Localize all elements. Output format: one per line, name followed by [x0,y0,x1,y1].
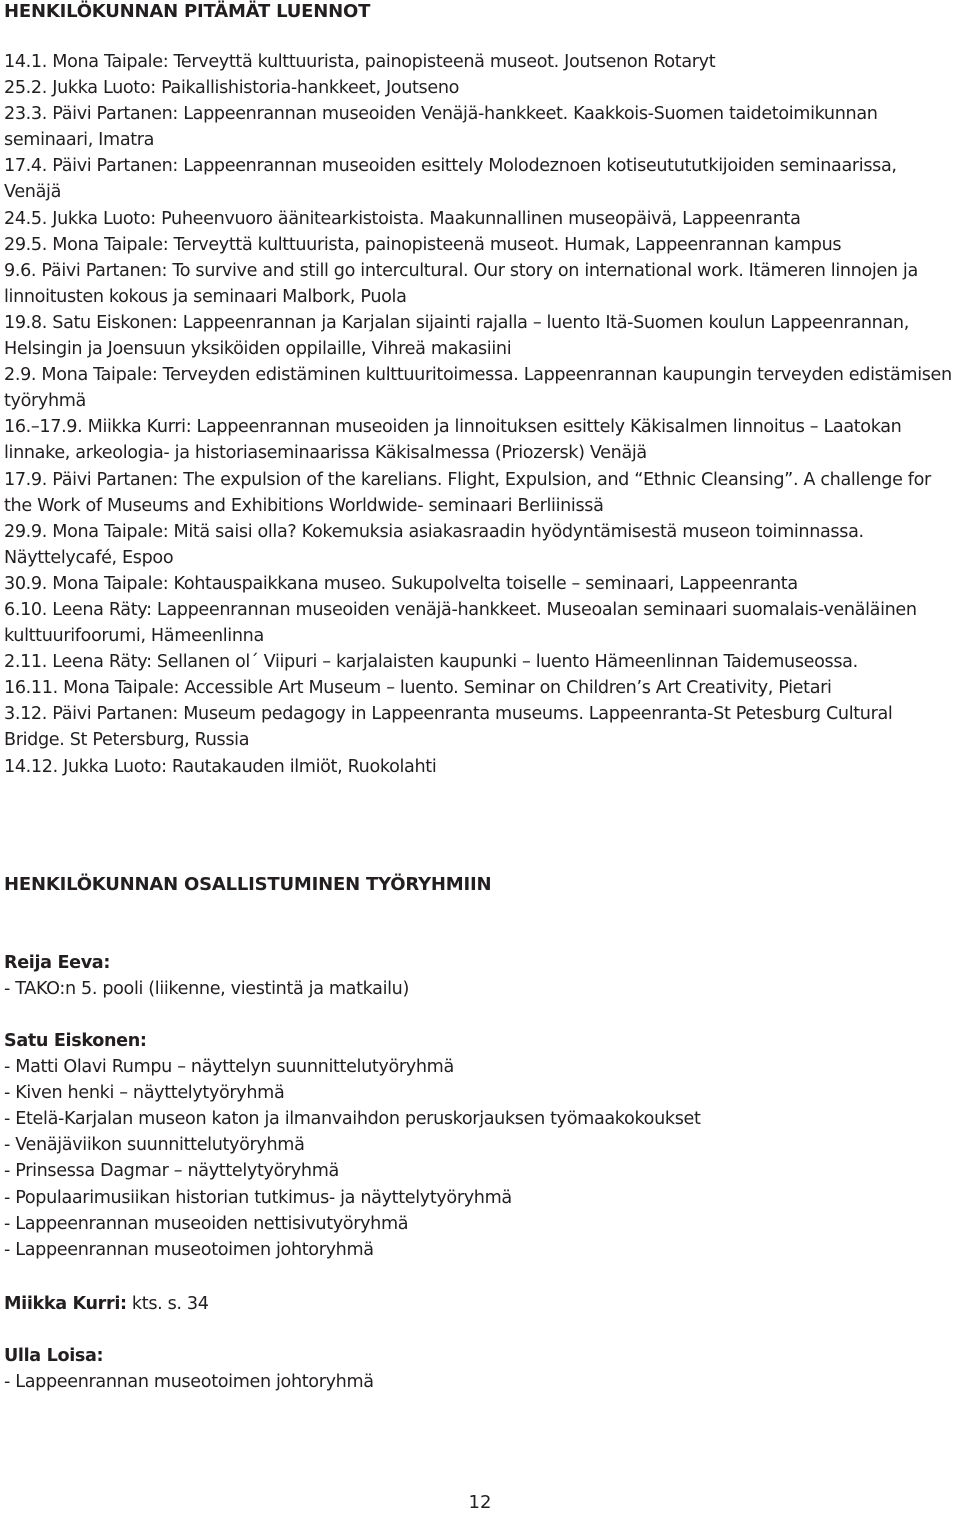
list-item: 16.11. Mona Taipale: Accessible Art Museum – luento. Seminar on Children’s Art Creativity, Pietari [4,678,832,699]
list-item: - Matti Olavi Rumpu – näyttelyn suunnittelutyöryhmä [4,1057,454,1078]
person-block-miikka-kurri [4,1291,956,1317]
page-reference: kts. s. 34 [126,1294,209,1314]
list-item: - Lappeenrannan museotoimen johtoryhmä [4,1372,374,1393]
list-item: 24.5. Jukka Luoto: Puheenvuoro äänitearkistoista. Maakunnallinen museopäivä, Lappeenranta [4,208,801,229]
list-item: 17.4. Päivi Partanen: Lappeenrannan museoiden esittely Molodeznoen kotiseutututkijoiden seminaarissa, Venäjä [4,156,897,203]
list-item: 23.3. Päivi Partanen: Lappeenrannan museoiden Venäjä-hankkeet. Kaakkois-Suomen taidetoimikunnan seminaari, Imatra [4,104,878,151]
list-item: - Venäjäviikon suunnittelutyöryhmä [4,1135,305,1156]
person-line [4,1291,956,1317]
list-item: - Lappeenrannan museotoimen johtoryhmä [4,1239,374,1260]
list-item: 2.9. Mona Taipale: Terveyden edistäminen kulttuuritoimessa. Lappeenrannan kaupungin terveyden edistämisen työryhmä [4,365,952,412]
list-item: 9.6. Päivi Partanen: To survive and still go intercultural. Our story on international work. Itämeren linnojen ja linnoitusten kokous ja seminaari Malbork, Puola [4,260,918,307]
list-item: - Kiven henki – näyttelytyöryhmä [4,1083,285,1104]
list-item: - Etelä-Karjalan museon katon ja ilmanvaihdon peruskorjauksen työmaakokoukset [4,1109,701,1130]
list-item: 30.9. Mona Taipale: Kohtauspaikkana museo. Sukupolvelta toiselle – seminaari, Lappeenranta [4,573,798,594]
person-name: Reija Eeva: [4,953,111,973]
person-name: Satu Eiskonen: [4,1031,147,1051]
list-item: 2.11. Leena Räty: Sellanen ol´ Viipuri – karjalaisten kaupunki – luento Hämeenlinnan Taidemuseossa. [4,652,858,673]
list-item: - Populaarimusiikan historian tutkimus- ja näyttelytyöryhmä [4,1187,512,1208]
list-item: 17.9. Päivi Partanen: The expulsion of the karelians. Flight, Expulsion, and “Ethnic Cleansing”. A challenge for the Work of Museums and Exhibitions Worldwide- seminaari Berliinissä [4,469,931,516]
list-item: 14.1. Mona Taipale: Terveyttä kulttuurista, painopisteenä museot. Joutsenon Rotaryt [4,52,716,72]
list-item: 29.9. Mona Taipale: Mitä saisi olla? Kokemuksia asiakasraadin hyödyntämisestä museon toiminnassa. Näyttelycafé, Espoo [4,521,864,568]
list-item: 29.5. Mona Taipale: Terveyttä kulttuurista, painopisteenä museot. Humak, Lappeenrannan kampus [4,234,842,255]
list-item: 25.2. Jukka Luoto: Paikallishistoria-hankkeet, Joutseno [4,78,460,99]
list-item: - Lappeenrannan museoiden nettisivutyöryhmä [4,1213,409,1234]
list-item: - TAKO:n 5. pooli (liikenne, viestintä ja matkailu) [4,979,409,1000]
person-block-reija-eeva [4,950,956,1002]
list-item: 6.10. Leena Räty: Lappeenrannan museoiden venäjä-hankkeet. Museoalan seminaari suomalais-venäläinen kulttuurifoorumi, Hämeenlinna [4,599,917,647]
person-block-ulla-loisa [4,1343,956,1395]
lecture-list [4,49,956,780]
list-item: 16.–17.9. Miikka Kurri: Lappeenrannan museoiden ja linnoituksen esittely Käkisalmen linnoitus – Laatokan linnake, arkeologia- ja historiaseminaarissa Käkisalmessa (Priozersk) Venäjä [4,417,902,464]
list-item: 3.12. Päivi Partanen: Museum pedagogy in Lappeenranta museums. Lappeenranta-St Petesburg Cultural Bridge. St Petersburg, Russia [4,704,893,751]
person-block-satu-eiskonen [4,1028,956,1263]
page-number: 12 [468,1492,492,1513]
section-heading-workgroups: HENKILÖKUNNAN OSALLISTUMINEN TYÖRYHMIIN [4,874,492,895]
list-item: 19.8. Satu Eiskonen: Lappeenrannan ja Karjalan sijainti rajalla – luento Itä-Suomen koulun Lappeenrannan, Helsingin ja Joensuun yksiköiden oppilaille, Vihreä makasiini [4,312,909,360]
person-name: Miikka Kurri: [4,1294,127,1314]
list-item: - Prinsessa Dagmar – näyttelytyöryhmä [4,1161,339,1182]
list-item: 14.12. Jukka Luoto: Rautakauden ilmiöt, Ruokolahti [4,756,437,777]
section-heading-lectures: HENKILÖKUNNAN PITÄMÄT LUENNOT [4,1,371,22]
person-name: Ulla Loisa: [4,1346,104,1366]
